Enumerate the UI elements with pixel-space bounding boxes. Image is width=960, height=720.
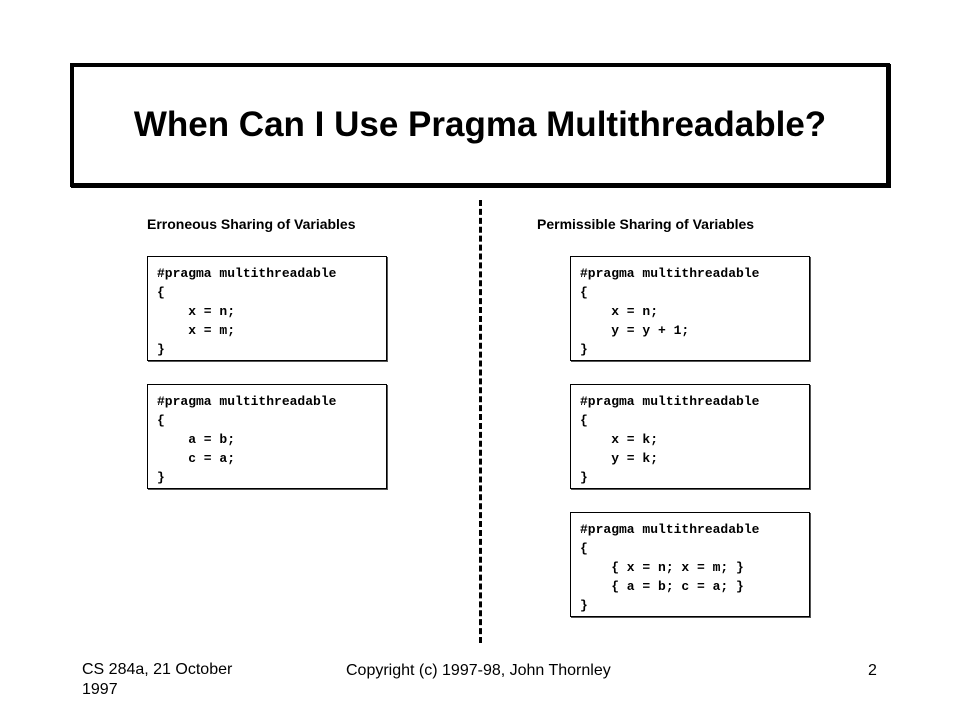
footer-course-date: CS 284a, 21 October 1997 [82,661,233,698]
code-line: } [157,342,165,357]
code-line: #pragma multithreadable [580,394,760,409]
erroneous-sharing-heading: Erroneous Sharing of Variables [147,216,356,232]
code-line: { [580,285,588,300]
code-line: x = n; [157,304,236,319]
erroneous-code-block [147,256,387,361]
code-line: y = k; [580,451,659,466]
footer-page-number: 2 [868,662,877,679]
erroneous-code-block [147,384,387,489]
permissible-code-block [570,384,810,489]
code-line: } [580,342,588,357]
code-line: #pragma multithreadable [580,266,760,281]
code-line: #pragma multithreadable [580,522,760,537]
code-line: #pragma multithreadable [157,266,337,281]
code-line: { [580,541,588,556]
permissible-code-block [570,512,810,617]
column-divider [479,200,482,643]
permissible-sharing-heading: Permissible Sharing of Variables [537,216,755,232]
code-line: y = y + 1; [580,323,690,338]
code-line: { [580,413,588,428]
footer-copyright: Copyright (c) 1997-98, John Thornley [346,662,611,679]
slide-title: When Can I Use Pragma Multithreadable? [133,105,827,144]
code-line: a = b; [157,432,236,447]
code-line: x = m; [157,323,236,338]
code-line: c = a; [157,451,236,466]
code-line: { [157,413,165,428]
code-line: } [580,598,588,613]
code-line: } [580,470,588,485]
code-line: { a = b; c = a; } [580,579,744,594]
title-box [70,63,890,187]
code-line: } [157,470,165,485]
code-line: { x = n; x = m; } [580,560,744,575]
code-line: #pragma multithreadable [157,394,337,409]
code-line: x = n; [580,304,659,319]
code-line: x = k; [580,432,659,447]
code-line: { [157,285,165,300]
permissible-code-block [570,256,810,361]
